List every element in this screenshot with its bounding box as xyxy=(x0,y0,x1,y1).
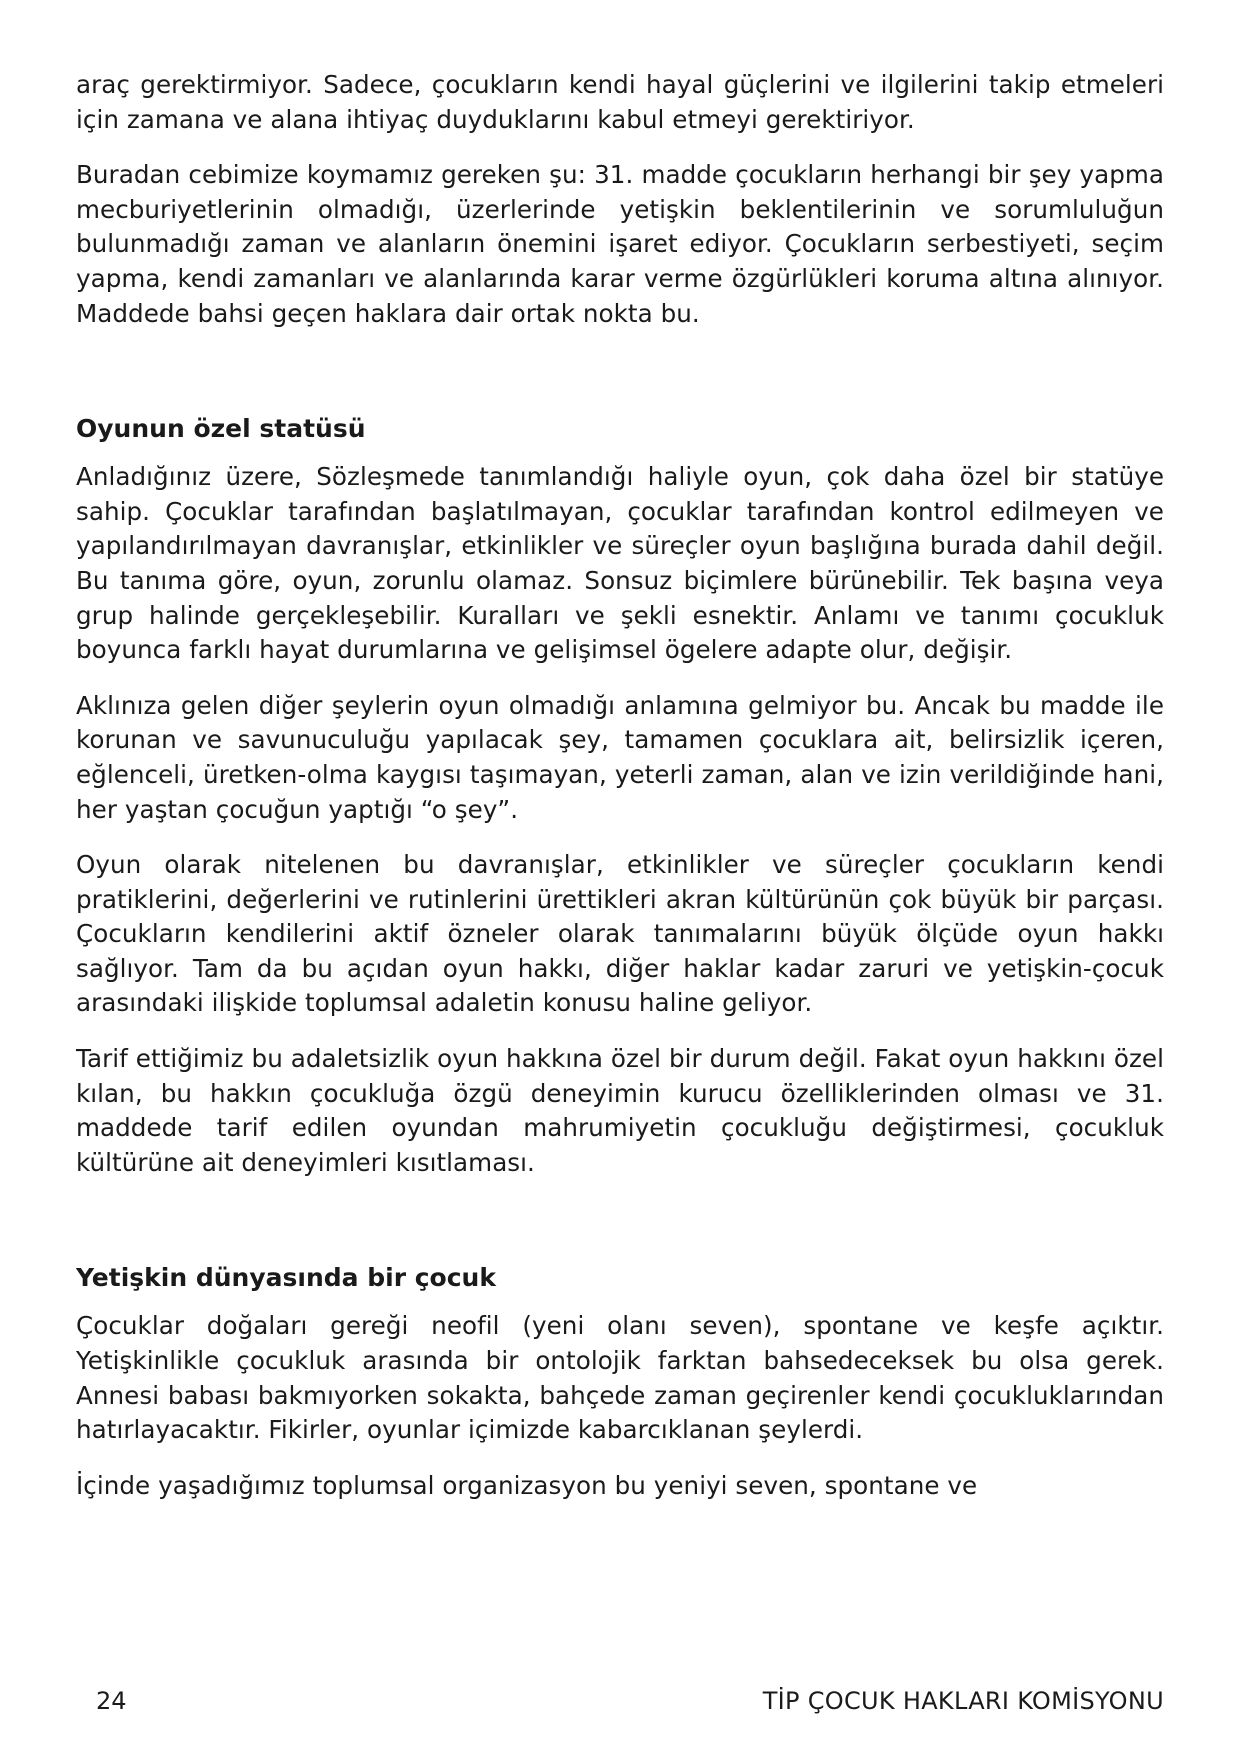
footer-title: TİP ÇOCUK HAKLARI KOMİSYONU xyxy=(762,1687,1164,1715)
paragraph: Aklınıza gelen diğer şeylerin oyun olmadığı anlamına gelmiyor bu. Ancak bu madde ile korunan ve savunuculuğu yapılacak şey, tamamen çocuklara ait, belirsizlik içeren, eğlenceli, üretken-olma kaygısı taşımayan, yeterli zaman, alan ve izin verildiğinde hani, her yaştan çocuğun yaptığı “o şey”. xyxy=(76,690,1164,824)
paragraph: Çocuklar doğaları gereği neofil (yeni olanı seven), spontane ve keşfe açıktır. Yetişkinlikle çocukluk arasında bir ontolojik farktan bahsedeceksek bu olsa gerek. Annesi babası bakmıyorken sokakta, bahçede zaman geçirenler kendi çocukluklarından hatırlayacaktır. Fikirler, oyunlar içimizde kabarcıklanan şeylerdi. xyxy=(76,1311,1164,1445)
page-body xyxy=(76,68,1164,1503)
paragraph: Anladığınız üzere, Sözleşmede tanımlandığı haliyle oyun, çok daha özel bir statüye sahip. Çocuklar tarafından başlatılmayan, çocuklar tarafından kontrol edilmeyen ve yapılandırılmayan davranışlar, etkinlikler ve süreçler oyun başlığına burada dahil değil. Bu tanıma göre, oyun, zorunlu olamaz. Sonsuz biçimlere bürünebilir. Tek başına veya grup halinde gerçekleşebilir. Kuralları ve şekli esnektir. Anlamı ve tanımı çocukluk boyunca farklı hayat durumlarına ve gelişimsel ögelere adapte olur, değişir. xyxy=(76,462,1164,665)
paragraph: İçinde yaşadığımız toplumsal organizasyon bu yeniyi seven, spontane ve xyxy=(76,1470,978,1500)
section-spacer xyxy=(76,1201,1164,1261)
page-number: 24 xyxy=(96,1687,127,1715)
section-heading: Yetişkin dünyasında bir çocuk xyxy=(76,1263,496,1293)
page-footer xyxy=(96,1684,1164,1718)
paragraph: Buradan cebimize koymamız gereken şu: 31. madde çocukların herhangi bir şey yapma mecburiyetlerinin olmadığı, üzerlerinde yetişkin beklentilerinin ve sorumluluğun bulunmadığı zaman ve alanların önemini işaret ediyor. Çocukların serbestiyeti, seçim yapma, kendi zamanları ve alanlarında karar verme özgürlükleri koruma altına alınıyor. Maddede bahsi geçen haklara dair ortak nokta bu. xyxy=(76,160,1164,328)
paragraph: araç gerektirmiyor. Sadece, çocukların kendi hayal güçlerini ve ilgilerini takip etmeleri için zamana ve alana ihtiyaç duyduklarını kabul etmeyi gerektiriyor. xyxy=(76,70,1164,134)
section-heading: Oyunun özel statüsü xyxy=(76,414,366,444)
paragraph: Oyun olarak nitelenen bu davranışlar, etkinlikler ve süreçler çocukların kendi pratiklerini, değerlerini ve rutinlerini ürettikleri akran kültürünün çok büyük bir parçası. Çocukların kendilerini aktif özneler olarak tanımalarını büyük ölçüde oyun hakkı sağlıyor. Tam da bu açıdan oyun hakkı, diğer haklar kadar zaruri ve yetişkin-çocuk arasındaki ilişkide toplumsal adaletin konusu haline geliyor. xyxy=(76,850,1164,1018)
paragraph: Tarif ettiğimiz bu adaletsizlik oyun hakkına özel bir durum değil. Fakat oyun hakkını özel kılan, bu hakkın çocukluğa özgü deneyimin kurucu özelliklerinden olması ve 31. maddede tarif edilen oyundan mahrumiyetin çocukluğu değiştirmesi, çocukluk kültürüne ait deneyimleri kısıtlaması. xyxy=(76,1044,1164,1177)
section-spacer xyxy=(76,352,1164,412)
